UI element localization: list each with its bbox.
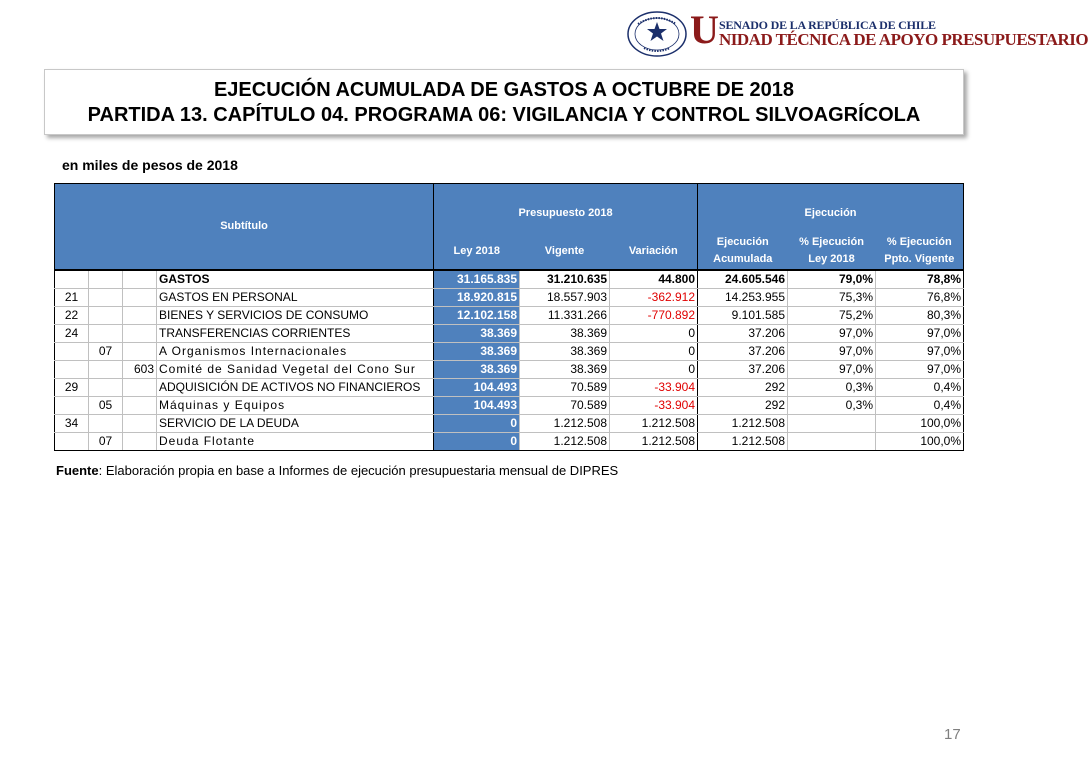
header-pct-vig-line1: % Ejecución [886,236,952,248]
cell-variacion: -33.904 [610,396,698,414]
cell-pct-ley: 0,3% [788,396,876,414]
cell-denominacion: Comité de Sanidad Vegetal del Cono Sur [157,360,434,378]
cell-pct-ley: 97,0% [788,360,876,378]
header-subtitulo: Subtítulo [55,184,434,270]
cell-asignacion [123,342,157,360]
cell-subtitulo [55,432,89,450]
cell-vigente: 1.212.508 [520,432,610,450]
cell-denominacion: ADQUISICIÓN DE ACTIVOS NO FINANCIEROS [157,378,434,396]
cell-subtitulo [55,396,89,414]
header-pct-ley-line2: Ley 2018 [808,253,855,265]
table-row [55,378,964,396]
header-ley: Ley 2018 [434,234,520,270]
cell-variacion: -770.892 [610,306,698,324]
cell-denominacion: SERVICIO DE LA DEUDA [157,414,434,432]
cell-item [89,306,123,324]
cell-variacion: 1.212.508 [610,414,698,432]
cell-variacion: 0 [610,360,698,378]
cell-pct-vigente: 97,0% [876,324,964,342]
cell-subtitulo: 34 [55,414,89,432]
slide-title-box [44,69,964,135]
header-variacion: Variación [610,234,698,270]
cell-pct-vigente: 0,4% [876,396,964,414]
cell-item [89,360,123,378]
cell-subtitulo: 24 [55,324,89,342]
cell-denominacion: Máquinas y Equipos [157,396,434,414]
cell-subtitulo [55,360,89,378]
cell-pct-vigente: 100,0% [876,414,964,432]
cell-pct-ley [788,414,876,432]
logo-senate-line: SENADO DE LA REPÚBLICA DE CHILE [719,18,936,32]
cell-subtitulo: 22 [55,306,89,324]
cell-item [89,324,123,342]
header-pct-vigente [876,234,964,270]
cell-subtitulo: 21 [55,288,89,306]
table-row [55,396,964,414]
cell-ley-2018: 38.369 [434,360,520,378]
cell-ejecucion-acumulada: 1.212.508 [698,432,788,450]
table-row [55,342,964,360]
cell-vigente: 18.557.903 [520,288,610,306]
cell-pct-ley: 97,0% [788,342,876,360]
table-body [55,270,964,451]
cell-item: 07 [89,432,123,450]
cell-ley-2018: 0 [434,414,520,432]
cell-vigente: 31.210.635 [520,270,610,289]
cell-item: 07 [89,342,123,360]
cell-variacion: -362.912 [610,288,698,306]
cell-pct-vigente: 78,8% [876,270,964,289]
cell-item [89,270,123,289]
cell-pct-ley: 75,2% [788,306,876,324]
cell-pct-ley: 79,0% [788,270,876,289]
cell-ley-2018: 12.102.158 [434,306,520,324]
cell-item [89,414,123,432]
cell-ley-2018: 0 [434,432,520,450]
budget-execution-table [54,183,964,451]
cell-denominacion: TRANSFERENCIAS CORRIENTES [157,324,434,342]
cell-ley-2018: 31.165.835 [434,270,520,289]
slide-title: EJECUCIÓN ACUMULADA DE GASTOS A OCTUBRE DE 2018 [213,79,795,101]
table-row [55,270,964,289]
cell-asignacion: 603 [123,360,157,378]
cell-asignacion [123,432,157,450]
cell-vigente: 38.369 [520,342,610,360]
source-label: Fuente [56,463,99,478]
cell-denominacion: A Organismos Internacionales [157,342,434,360]
cell-denominacion: BIENES Y SERVICIOS DE CONSUMO [157,306,434,324]
table-row [55,414,964,432]
cell-item: 05 [89,396,123,414]
cell-denominacion: GASTOS EN PERSONAL [157,288,434,306]
cell-variacion: 44.800 [610,270,698,289]
cell-asignacion [123,324,157,342]
cell-vigente: 1.212.508 [520,414,610,432]
header-vigente: Vigente [520,234,610,270]
cell-ejecucion-acumulada: 37.206 [698,342,788,360]
senate-logo [624,7,1088,60]
cell-ley-2018: 104.493 [434,378,520,396]
header-ejec-acum-line1: Ejecución [716,236,769,248]
cell-ejecucion-acumulada: 9.101.585 [698,306,788,324]
cell-pct-vigente: 97,0% [876,342,964,360]
cell-denominacion: GASTOS [157,270,434,289]
header-presupuesto: Presupuesto 2018 [434,184,698,234]
cell-ley-2018: 18.920.815 [434,288,520,306]
table-row [55,306,964,324]
cell-vigente: 38.369 [520,360,610,378]
cell-subtitulo [55,342,89,360]
cell-ejecucion-acumulada: 14.253.955 [698,288,788,306]
logo-initial: U [690,7,719,52]
cell-ley-2018: 38.369 [434,324,520,342]
cell-pct-vigente: 80,3% [876,306,964,324]
table-row [55,432,964,450]
cell-ejecucion-acumulada: 24.605.546 [698,270,788,289]
cell-ejecucion-acumulada: 37.206 [698,360,788,378]
cell-pct-vigente: 97,0% [876,360,964,378]
header-pct-vig-line2: Ppto. Vigente [884,253,955,265]
cell-ejecucion-acumulada: 1.212.508 [698,414,788,432]
header-ejec-acum-line2: Acumulada [713,253,773,265]
cell-item [89,288,123,306]
table-row [55,324,964,342]
cell-item [89,378,123,396]
cell-asignacion [123,396,157,414]
cell-pct-vigente: 100,0% [876,432,964,450]
table-row [55,360,964,378]
cell-subtitulo: 29 [55,378,89,396]
cell-vigente: 70.589 [520,378,610,396]
cell-asignacion [123,270,157,289]
cell-subtitulo [55,270,89,289]
cell-vigente: 38.369 [520,324,610,342]
cell-pct-vigente: 76,8% [876,288,964,306]
cell-vigente: 70.589 [520,396,610,414]
cell-vigente: 11.331.266 [520,306,610,324]
cell-pct-ley [788,432,876,450]
cell-ejecucion-acumulada: 292 [698,396,788,414]
cell-ejecucion-acumulada: 37.206 [698,324,788,342]
header-pct-ley-line1: % Ejecución [799,236,864,248]
slide-subtitle: PARTIDA 13. CAPÍTULO 04. PROGRAMA 06: VIGILANCIA Y CONTROL SILVOAGRÍCOLA [87,104,921,126]
cell-denominacion: Deuda Flotante [157,432,434,450]
header-pct-ley [788,234,876,270]
cell-asignacion [123,378,157,396]
logo-unit-line: NIDAD TÉCNICA DE APOYO PRESUPUESTARIO [719,30,1088,49]
header-ejecucion-acumulada [698,234,788,270]
cell-ejecucion-acumulada: 292 [698,378,788,396]
source-note [56,463,618,478]
table-row [55,288,964,306]
cell-asignacion [123,306,157,324]
cell-ley-2018: 38.369 [434,342,520,360]
cell-variacion: 0 [610,342,698,360]
cell-ley-2018: 104.493 [434,396,520,414]
cell-asignacion [123,414,157,432]
cell-pct-ley: 75,3% [788,288,876,306]
source-text: : Elaboración propia en base a Informes de ejecución presupuestaria mensual de DIPRES [98,463,619,478]
page-number: 17 [944,726,961,743]
senate-seal-icon [626,10,688,58]
cell-variacion: -33.904 [610,378,698,396]
units-note: en miles de pesos de 2018 [62,157,238,173]
cell-pct-ley: 97,0% [788,324,876,342]
cell-pct-ley: 0,3% [788,378,876,396]
cell-asignacion [123,288,157,306]
cell-variacion: 1.212.508 [610,432,698,450]
cell-variacion: 0 [610,324,698,342]
cell-pct-vigente: 0,4% [876,378,964,396]
header-ejecucion: Ejecución [698,184,964,234]
